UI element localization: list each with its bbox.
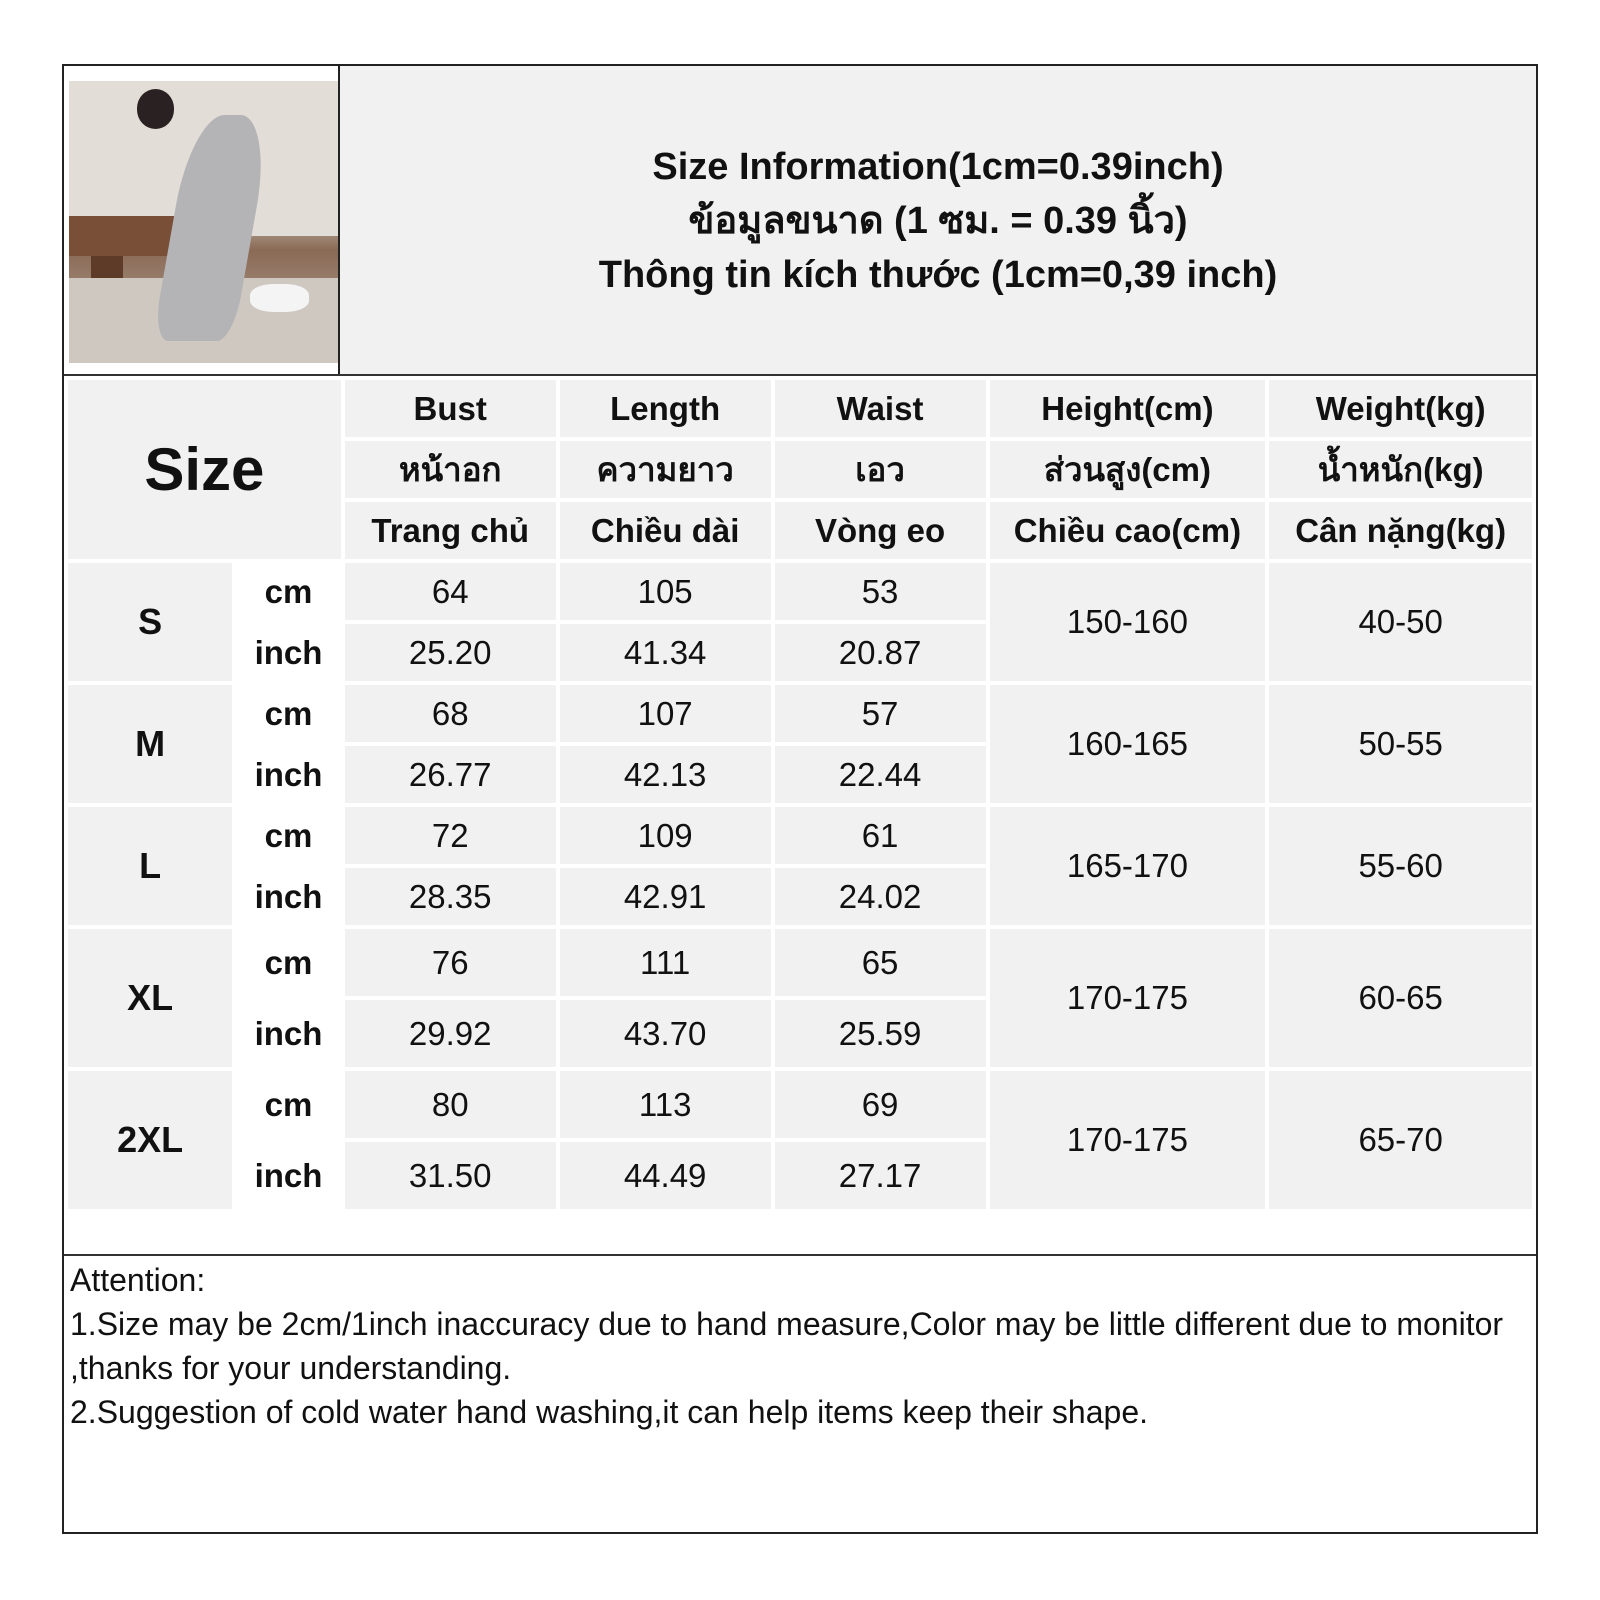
size-label: 2XL bbox=[66, 1069, 234, 1211]
col-height-th: ส่วนสูง(cm) bbox=[988, 439, 1268, 500]
table-cell: 43.70 bbox=[558, 998, 773, 1069]
table-cell: 113 bbox=[558, 1069, 773, 1140]
product-photo bbox=[69, 81, 339, 363]
title-vietnamese: Thông tin kích thước (1cm=0,39 inch) bbox=[598, 254, 1278, 296]
height-cell: 165-170 bbox=[988, 805, 1268, 927]
table-cell: 42.91 bbox=[558, 866, 773, 927]
table-cell: 72 bbox=[343, 805, 558, 866]
table-cell: 57 bbox=[773, 683, 988, 744]
col-waist-th: เอว bbox=[773, 439, 988, 500]
table-cell: 24.02 bbox=[773, 866, 988, 927]
height-cell: 170-175 bbox=[988, 1069, 1268, 1211]
weight-cell: 55-60 bbox=[1267, 805, 1534, 927]
col-height: Height(cm) bbox=[988, 378, 1268, 439]
col-length: Length bbox=[558, 378, 773, 439]
size-label: S bbox=[66, 561, 234, 683]
size-chart bbox=[62, 64, 1538, 1534]
table-cell: 61 bbox=[773, 805, 988, 866]
table-cell: 42.13 bbox=[558, 744, 773, 805]
height-cell: 160-165 bbox=[988, 683, 1268, 805]
table-row bbox=[66, 927, 1534, 998]
table-row bbox=[66, 683, 1534, 744]
attention-line-2: 2.Suggestion of cold water hand washing,it can help items keep their shape. bbox=[70, 1394, 1148, 1430]
col-weight-th: น้ำหนัก(kg) bbox=[1267, 439, 1534, 500]
col-length-vi: Chiều dài bbox=[558, 500, 773, 561]
table-cell: 29.92 bbox=[343, 998, 558, 1069]
unit-label: cm bbox=[234, 927, 342, 998]
table-cell: 41.34 bbox=[558, 622, 773, 683]
unit-label: cm bbox=[234, 805, 342, 866]
table-cell: 44.49 bbox=[558, 1140, 773, 1211]
unit-label: cm bbox=[234, 561, 342, 622]
table-row bbox=[66, 805, 1534, 866]
weight-cell: 40-50 bbox=[1267, 561, 1534, 683]
table-cell: 26.77 bbox=[343, 744, 558, 805]
size-label: L bbox=[66, 805, 234, 927]
unit-label: inch bbox=[234, 622, 342, 683]
col-bust-th: หน้าอก bbox=[343, 439, 558, 500]
size-header: Size bbox=[66, 378, 343, 561]
header-row-english bbox=[66, 378, 1534, 439]
unit-label: inch bbox=[234, 1140, 342, 1211]
col-bust: Bust bbox=[343, 378, 558, 439]
unit-label: inch bbox=[234, 866, 342, 927]
unit-label: cm bbox=[234, 1069, 342, 1140]
table-cell: 53 bbox=[773, 561, 988, 622]
size-label: M bbox=[66, 683, 234, 805]
table-cell: 22.44 bbox=[773, 744, 988, 805]
title-thai: ข้อมูลขนาด (1 ซม. = 0.39 นิ้ว) bbox=[688, 200, 1188, 242]
table-cell: 107 bbox=[558, 683, 773, 744]
table-cell: 65 bbox=[773, 927, 988, 998]
col-bust-vi: Trang chủ bbox=[343, 500, 558, 561]
attention-line-1: 1.Size may be 2cm/1inch inaccuracy due to hand measure,Color may be little different due to monitor ,thanks for your understanding. bbox=[70, 1306, 1504, 1386]
unit-label: cm bbox=[234, 683, 342, 744]
attention-heading: Attention: bbox=[70, 1262, 206, 1298]
table-cell: 20.87 bbox=[773, 622, 988, 683]
table-row bbox=[66, 1069, 1534, 1140]
col-weight: Weight(kg) bbox=[1267, 378, 1534, 439]
col-height-vi: Chiều cao(cm) bbox=[988, 500, 1268, 561]
table-cell: 25.59 bbox=[773, 998, 988, 1069]
height-cell: 170-175 bbox=[988, 927, 1268, 1069]
attention-notes bbox=[70, 1258, 1510, 1434]
divider bbox=[64, 1254, 1536, 1256]
table-cell: 69 bbox=[773, 1069, 988, 1140]
divider bbox=[64, 374, 1536, 376]
table-cell: 27.17 bbox=[773, 1140, 988, 1211]
unit-label: inch bbox=[234, 998, 342, 1069]
title-english: Size Information(1cm=0.39inch) bbox=[652, 146, 1224, 188]
height-cell: 150-160 bbox=[988, 561, 1268, 683]
table-cell: 31.50 bbox=[343, 1140, 558, 1211]
table-cell: 64 bbox=[343, 561, 558, 622]
header-title-block bbox=[340, 66, 1536, 376]
col-waist: Waist bbox=[773, 378, 988, 439]
table-cell: 76 bbox=[343, 927, 558, 998]
table-row bbox=[66, 561, 1534, 622]
size-label: XL bbox=[66, 927, 234, 1069]
weight-cell: 60-65 bbox=[1267, 927, 1534, 1069]
table-cell: 68 bbox=[343, 683, 558, 744]
table-cell: 111 bbox=[558, 927, 773, 998]
table-cell: 109 bbox=[558, 805, 773, 866]
table-cell: 28.35 bbox=[343, 866, 558, 927]
unit-label: inch bbox=[234, 744, 342, 805]
col-weight-vi: Cân nặng(kg) bbox=[1267, 500, 1534, 561]
table-cell: 105 bbox=[558, 561, 773, 622]
table-cell: 25.20 bbox=[343, 622, 558, 683]
table-cell: 80 bbox=[343, 1069, 558, 1140]
col-length-th: ความยาว bbox=[558, 439, 773, 500]
weight-cell: 65-70 bbox=[1267, 1069, 1534, 1211]
col-waist-vi: Vòng eo bbox=[773, 500, 988, 561]
weight-cell: 50-55 bbox=[1267, 683, 1534, 805]
size-table bbox=[64, 376, 1536, 1213]
